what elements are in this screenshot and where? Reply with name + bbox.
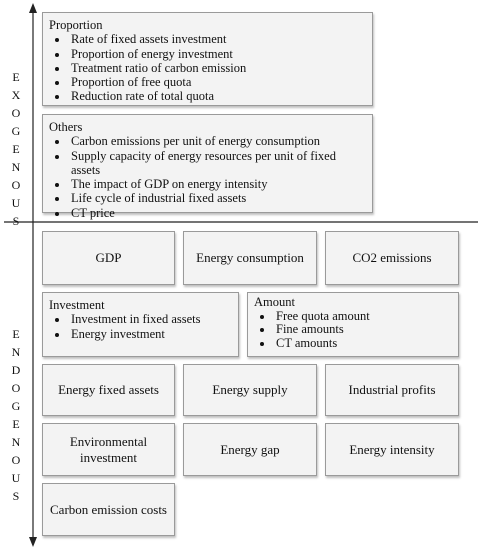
energy-fixed-assets-box: Energy fixed assets (42, 364, 175, 416)
amount-group (247, 292, 459, 357)
list-item: • Reduction rate of total quota (69, 89, 366, 103)
vertical-label-letter: G (11, 124, 21, 138)
vertical-label-letter: O (11, 178, 21, 192)
others-title: Others (49, 120, 83, 134)
exogenous-label (8, 68, 24, 230)
vertical-label-letter: N (11, 345, 21, 359)
vertical-label-letter: O (11, 106, 21, 120)
vertical-label-letter: X (11, 88, 21, 102)
carbon-emission-costs-box: Carbon emission costs (42, 483, 175, 536)
vertical-label-letter: U (11, 196, 21, 210)
vertical-label-letter: U (11, 471, 21, 485)
energy-gap-box: Energy gap (183, 423, 317, 476)
energy-supply-box: Energy supply (183, 364, 317, 416)
list-item: • Rate of fixed assets investment (69, 32, 366, 46)
list-item: • Investment in fixed assets (69, 312, 232, 326)
investment-group (42, 292, 239, 357)
vertical-label-letter: O (11, 381, 21, 395)
list-item: • The impact of GDP on energy intensity (69, 177, 366, 191)
list-item: • Free quota amount (274, 310, 452, 324)
vertical-label-letter: S (12, 489, 20, 503)
proportion-group (42, 12, 373, 106)
vertical-label-letter: N (11, 435, 21, 449)
vertical-label-letter: E (12, 142, 20, 156)
vertical-label-letter: N (11, 160, 21, 174)
list-item: • Carbon emissions per unit of energy consumption (69, 134, 366, 148)
arrow-head-down (29, 537, 37, 547)
investment-title: Investment (49, 298, 105, 312)
endogenous-label (8, 325, 24, 505)
list-item: • Fine amounts (274, 323, 452, 337)
gdp-box: GDP (42, 231, 175, 285)
vertical-label-letter: D (11, 363, 21, 377)
co2-emissions-box: CO2 emissions (325, 231, 459, 285)
list-item: • Energy investment (69, 327, 232, 341)
arrow-head-up (29, 3, 37, 13)
list-item: • Treatment ratio of carbon emission (69, 61, 366, 75)
amount-title: Amount (254, 295, 295, 309)
vertical-label-letter: E (12, 327, 20, 341)
list-item: • Proportion of free quota (69, 75, 366, 89)
vertical-label-letter: O (11, 453, 21, 467)
vertical-label-letter: S (12, 214, 20, 228)
list-item: • Proportion of energy investment (69, 47, 366, 61)
vertical-label-letter: E (12, 70, 20, 84)
industrial-profits-box: Industrial profits (325, 364, 459, 416)
others-group (42, 114, 373, 220)
list-item: • CT price (69, 206, 366, 220)
list-item: • CT amounts (274, 337, 452, 351)
list-item: • Supply capacity of energy resources per unit of fixed assets (69, 149, 366, 178)
environmental-investment-box: Environmental investment (42, 423, 175, 476)
proportion-title: Proportion (49, 18, 103, 32)
energy-consumption-box: Energy consumption (183, 231, 317, 285)
vertical-label-letter: G (11, 399, 21, 413)
vertical-label-letter: E (12, 417, 20, 431)
list-item: • Life cycle of industrial fixed assets (69, 191, 366, 205)
energy-intensity-box: Energy intensity (325, 423, 459, 476)
